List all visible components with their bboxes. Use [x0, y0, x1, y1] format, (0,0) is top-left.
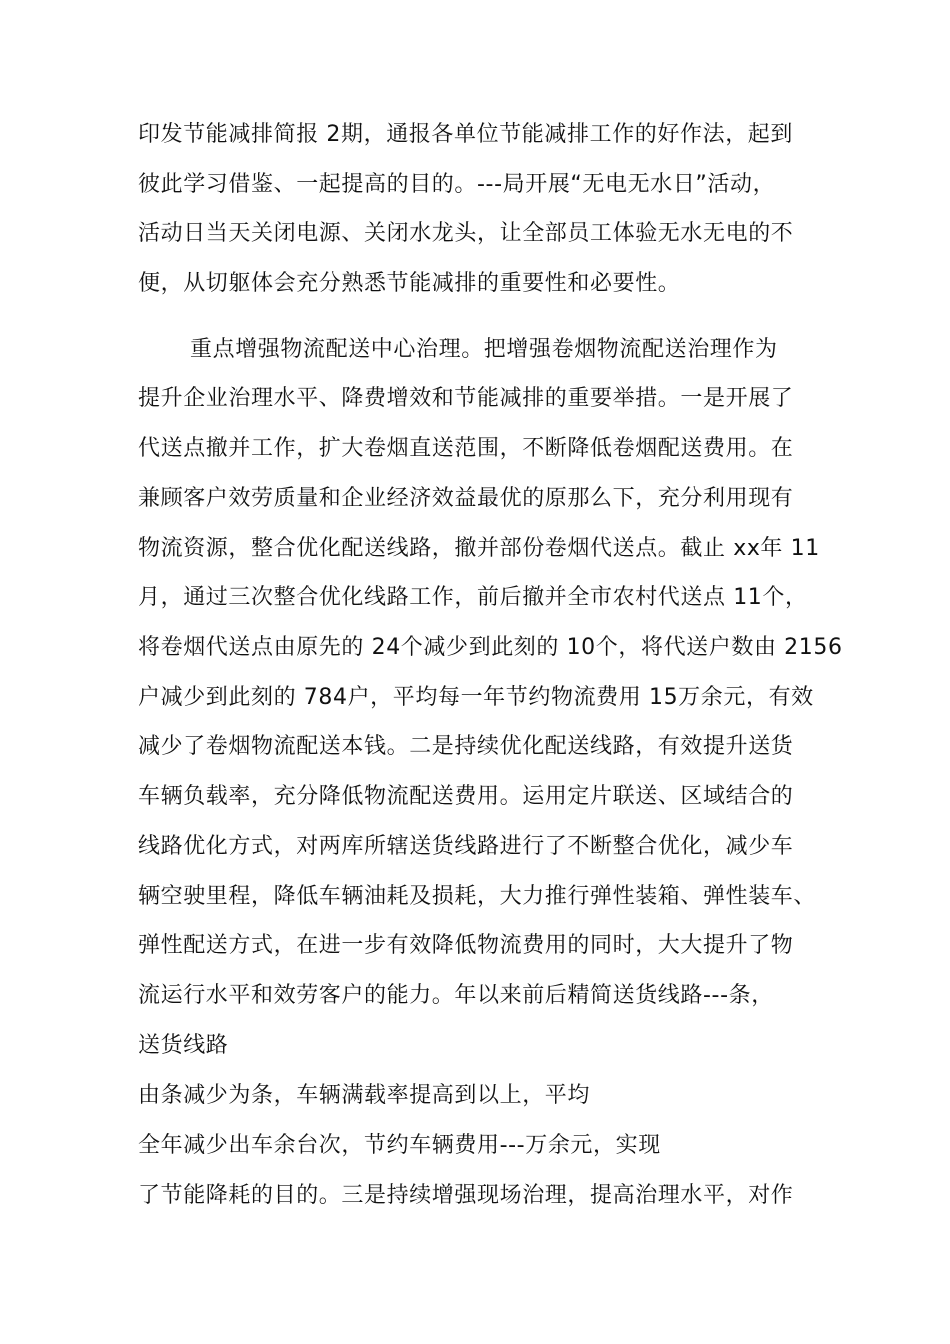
text-line: 物流资源，整合优化配送线路，撤并部份卷烟代送点。截止 xx年 11	[138, 536, 820, 561]
text-line: 印发节能减排简报 2期，通报各单位节能减排工作的好作法，起到	[138, 122, 793, 147]
text-line: 户减少到此刻的 784户，平均每一年节约物流费用 15万余元，有效	[138, 685, 814, 710]
text-line: 送货线路	[138, 1033, 229, 1058]
text-line: 兼顾客户效劳质量和企业经济效益最优的原那么下，充分利用现有	[138, 486, 794, 511]
text-line: 减少了卷烟物流配送本钱。二是持续优化配送线路，有效提升送货	[138, 734, 794, 759]
text-line: 了节能降耗的目的。三是持续增强现场治理，提高治理水平，对作	[138, 1183, 794, 1208]
text-line: 辆空驶里程，降低车辆油耗及损耗，大力推行弹性装箱、弹性装车、	[138, 884, 817, 909]
text-line: 将卷烟代送点由原先的 24个减少到此刻的 10个，将代送户数由 2156	[138, 635, 843, 660]
text-line: 线路优化方式，对两库所辖送货线路进行了不断整合优化，减少车	[138, 834, 794, 859]
text-line: 弹性配送方式，在进一步有效降低物流费用的同时，大大提升了物	[138, 933, 794, 958]
text-line: 便，从切躯体会充分熟悉节能减排的重要性和必要性。	[138, 271, 681, 296]
text-line: 月，通过三次整合优化线路工作，前后撤并全市农村代送点 11个，	[138, 585, 808, 610]
text-line: 由条减少为条，车辆满载率提高到以上，平均	[138, 1083, 591, 1108]
text-line: 活动日当天关闭电源、关闭水龙头，让全部员工体验无水无电的不	[138, 221, 794, 246]
paragraph-first-line: 重点增强物流配送中心治理。把增强卷烟物流配送治理作为	[190, 337, 778, 362]
text-line: 彼此学习借鉴、一起提高的目的。---局开展“无电无水日”活动，	[138, 172, 776, 197]
text-line: 代送点撤并工作，扩大卷烟直送范围，不断降低卷烟配送费用。在	[138, 436, 794, 461]
text-line: 提升企业治理水平、降费增效和节能减排的重要举措。一是开展了	[138, 386, 794, 411]
text-line: 全年减少出车余台次，节约车辆费用---万余元，实现	[138, 1133, 661, 1158]
text-line: 流运行水平和效劳客户的能力。年以来前后精简送货线路---条，	[138, 983, 774, 1008]
text-line: 车辆负载率，充分降低物流配送费用。运用定片联送、区域结合的	[138, 784, 794, 809]
